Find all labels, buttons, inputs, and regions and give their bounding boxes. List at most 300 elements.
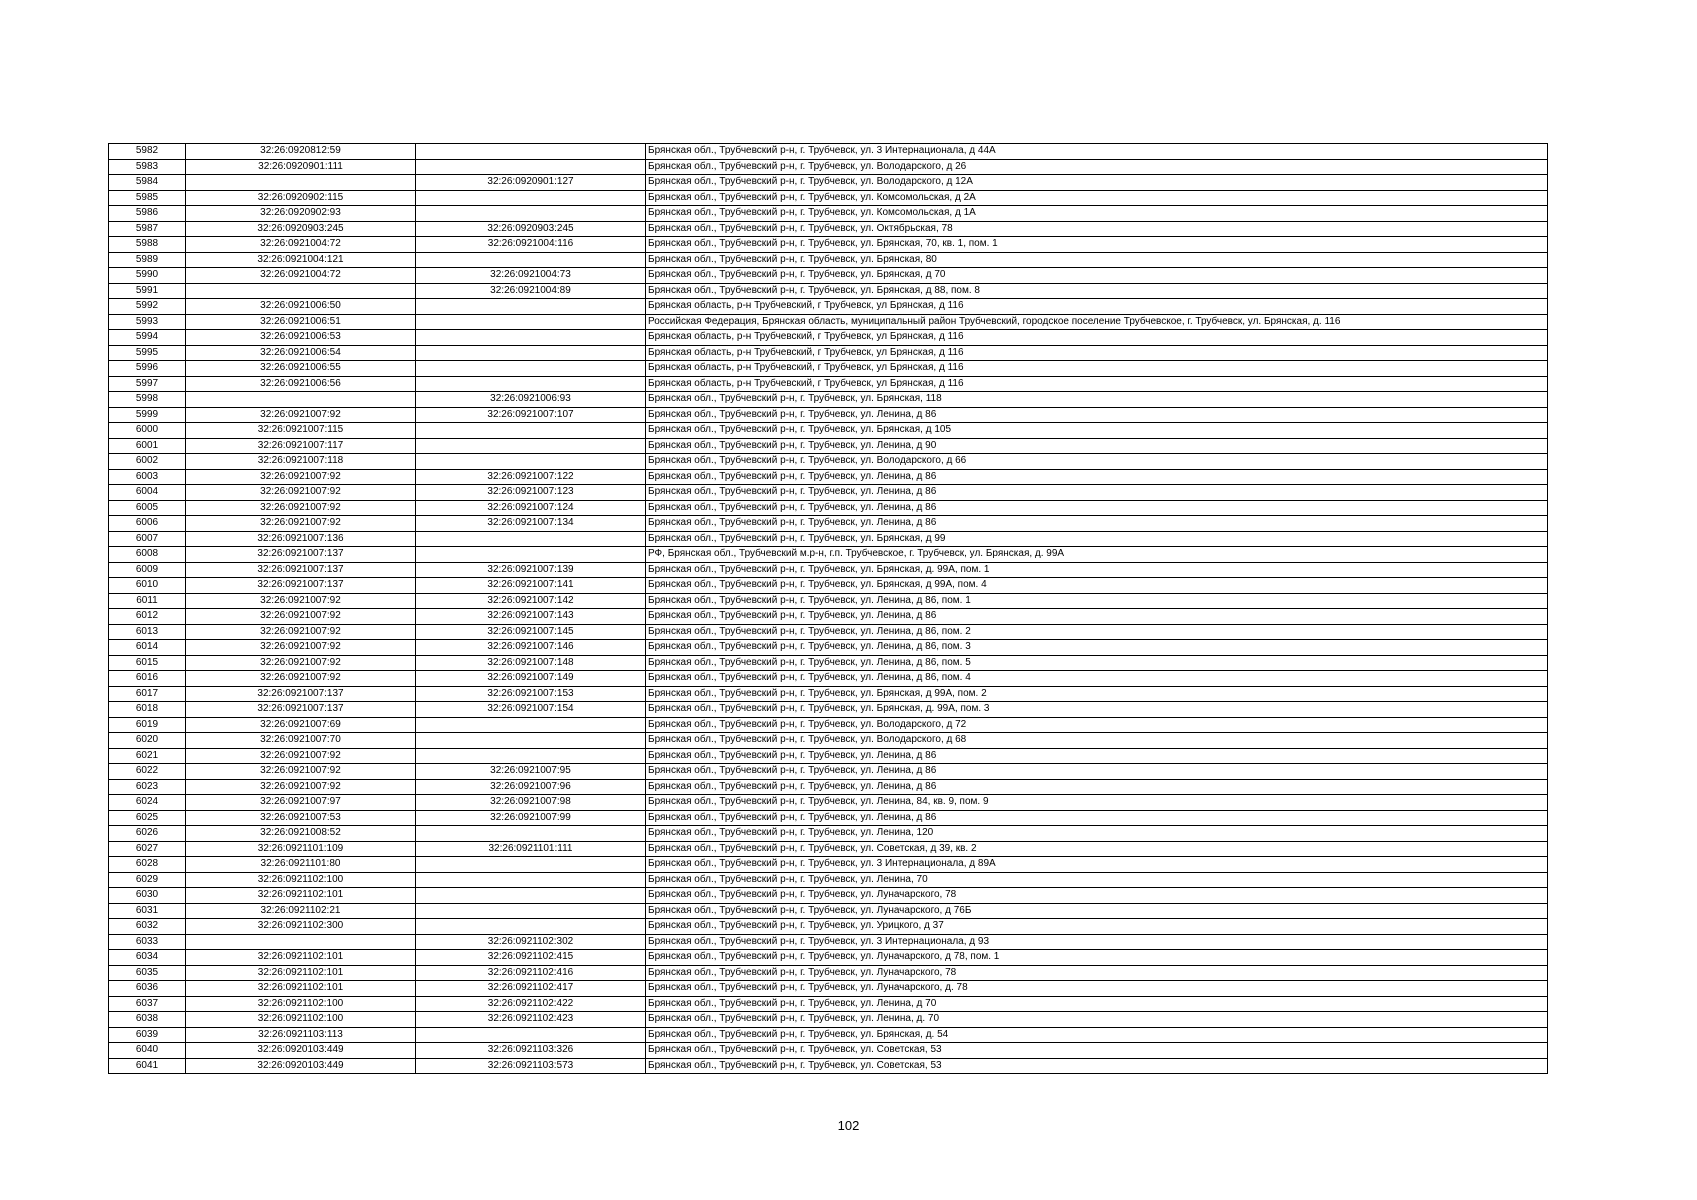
address-cell: Брянская область, р-н Трубчевский, г Трубчевск, ул Брянская, д 116 [646,345,1548,361]
building-cadastral-number-cell: 32:26:0921102:416 [416,965,646,981]
cadastral-number-cell: 32:26:0921101:109 [186,841,416,857]
address-cell: Брянская обл., Трубчевский р-н, г. Трубчевск, ул. Брянская, 80 [646,252,1548,268]
cadastral-number-cell: 32:26:0921102:21 [186,903,416,919]
address-cell: Брянская обл., Трубчевский р-н, г. Трубчевск, ул. Ленина, д 86 [646,779,1548,795]
table-row [109,547,1548,563]
building-cadastral-number-cell: 32:26:0921007:99 [416,810,646,826]
cadastral-number-cell: 32:26:0921007:137 [186,547,416,563]
address-cell: Брянская обл., Трубчевский р-н, г. Трубчевск, ул. Брянская, 118 [646,392,1548,408]
row-number-cell: 6030 [109,888,186,904]
building-cadastral-number-cell: 32:26:0921007:145 [416,624,646,640]
building-cadastral-number-cell: 32:26:0921004:73 [416,268,646,284]
table-row [109,826,1548,842]
row-number-cell: 6033 [109,934,186,950]
address-cell: Брянская обл., Трубчевский р-н, г. Трубчевск, ул. Ленина, д 86, пом. 4 [646,671,1548,687]
address-cell: Брянская обл., Трубчевский р-н, г. Трубчевск, ул. Володарского, д 66 [646,454,1548,470]
row-number-cell: 6002 [109,454,186,470]
table-row [109,934,1548,950]
row-number-cell: 6020 [109,733,186,749]
table-row [109,965,1548,981]
building-cadastral-number-cell: 32:26:0921102:415 [416,950,646,966]
row-number-cell: 6041 [109,1058,186,1074]
address-cell: Брянская обл., Трубчевский р-н, г. Трубчевск, ул. Ленина, 70 [646,872,1548,888]
row-number-cell: 6022 [109,764,186,780]
table-row [109,190,1548,206]
row-number-cell: 6034 [109,950,186,966]
table-row [109,702,1548,718]
cadastral-number-cell: 32:26:0921007:92 [186,500,416,516]
cadastral-number-cell: 32:26:0920103:449 [186,1058,416,1074]
cadastral-number-cell: 32:26:0921004:121 [186,252,416,268]
cadastral-number-cell: 32:26:0921007:92 [186,748,416,764]
building-cadastral-number-cell [416,1027,646,1043]
cadastral-number-cell: 32:26:0921007:92 [186,655,416,671]
address-cell: Брянская обл., Трубчевский р-н, г. Трубчевск, ул. Володарского, д 12А [646,175,1548,191]
table-row [109,500,1548,516]
cadastral-number-cell: 32:26:0921007:97 [186,795,416,811]
table-row [109,376,1548,392]
table-row [109,671,1548,687]
address-cell: Брянская обл., Трубчевский р-н, г. Трубчевск, ул. Ленина, д 86 [646,485,1548,501]
cadastral-number-cell: 32:26:0921102:101 [186,888,416,904]
table-row [109,252,1548,268]
row-number-cell: 6040 [109,1043,186,1059]
cadastral-number-cell [186,283,416,299]
building-cadastral-number-cell: 32:26:0920903:245 [416,221,646,237]
row-number-cell: 5984 [109,175,186,191]
row-number-cell: 5992 [109,299,186,315]
building-cadastral-number-cell [416,717,646,733]
row-number-cell: 6036 [109,981,186,997]
cadastral-number-cell: 32:26:0921007:70 [186,733,416,749]
cadastral-number-cell: 32:26:0920901:111 [186,159,416,175]
table-row [109,237,1548,253]
cadastral-number-cell: 32:26:0921007:92 [186,624,416,640]
address-cell: Брянская обл., Трубчевский р-н, г. Трубчевск, ул. Ленина, д 86 [646,516,1548,532]
page-number: 102 [837,1118,860,1133]
row-number-cell: 6024 [109,795,186,811]
address-cell: Брянская обл., Трубчевский р-н, г. Трубчевск, ул. Брянская, д 99 [646,531,1548,547]
cadastral-number-cell: 32:26:0921007:118 [186,454,416,470]
registry-table [108,143,1548,1074]
address-cell: Брянская обл., Трубчевский р-н, г. Трубчевск, ул. Ленина, д 86 [646,407,1548,423]
row-number-cell: 6029 [109,872,186,888]
table-row [109,888,1548,904]
building-cadastral-number-cell: 32:26:0920901:127 [416,175,646,191]
cadastral-number-cell: 32:26:0921102:101 [186,950,416,966]
building-cadastral-number-cell: 32:26:0921007:124 [416,500,646,516]
table-row [109,655,1548,671]
address-cell: Брянская область, р-н Трубчевский, г Трубчевск, ул Брянская, д 116 [646,376,1548,392]
row-number-cell: 6017 [109,686,186,702]
cadastral-number-cell: 32:26:0921007:137 [186,686,416,702]
address-cell: Брянская обл., Трубчевский р-н, г. Трубчевск, ул. Ленина, д 90 [646,438,1548,454]
building-cadastral-number-cell: 32:26:0921007:96 [416,779,646,795]
table-row [109,423,1548,439]
row-number-cell: 6025 [109,810,186,826]
address-cell: Брянская обл., Трубчевский р-н, г. Трубчевск, ул. Брянская, д. 54 [646,1027,1548,1043]
building-cadastral-number-cell [416,826,646,842]
building-cadastral-number-cell: 32:26:0921102:302 [416,934,646,950]
building-cadastral-number-cell: 32:26:0921007:153 [416,686,646,702]
address-cell: Брянская обл., Трубчевский р-н, г. Трубчевск, ул. Луначарского, д. 78 [646,981,1548,997]
building-cadastral-number-cell [416,733,646,749]
building-cadastral-number-cell [416,314,646,330]
building-cadastral-number-cell [416,872,646,888]
address-cell: Брянская область, р-н Трубчевский, г Трубчевск, ул Брянская, д 116 [646,361,1548,377]
building-cadastral-number-cell: 32:26:0921102:422 [416,996,646,1012]
row-number-cell: 5987 [109,221,186,237]
building-cadastral-number-cell: 32:26:0921007:148 [416,655,646,671]
row-number-cell: 5991 [109,283,186,299]
address-cell: Брянская обл., Трубчевский р-н, г. Трубчевск, ул. Советская, 53 [646,1058,1548,1074]
cadastral-number-cell: 32:26:0921006:51 [186,314,416,330]
address-cell: Брянская обл., Трубчевский р-н, г. Трубчевск, ул. Комсомольская, д 2А [646,190,1548,206]
building-cadastral-number-cell [416,376,646,392]
building-cadastral-number-cell [416,903,646,919]
address-cell: Брянская обл., Трубчевский р-н, г. Трубчевск, ул. Брянская, д 105 [646,423,1548,439]
table-row [109,516,1548,532]
row-number-cell: 5998 [109,392,186,408]
cadastral-number-cell: 32:26:0921007:92 [186,469,416,485]
address-cell: РФ, Брянская обл., Трубчевский м.р-н, г.п. Трубчевское, г. Трубчевск, ул. Брянская, д. 99А [646,547,1548,563]
table-row [109,485,1548,501]
row-number-cell: 5999 [109,407,186,423]
row-number-cell: 6021 [109,748,186,764]
table-row [109,221,1548,237]
row-number-cell: 5988 [109,237,186,253]
table-row [109,1058,1548,1074]
cadastral-number-cell: 32:26:0921007:92 [186,516,416,532]
cadastral-number-cell: 32:26:0921101:80 [186,857,416,873]
building-cadastral-number-cell: 32:26:0921004:116 [416,237,646,253]
cadastral-number-cell: 32:26:0921007:117 [186,438,416,454]
row-number-cell: 6011 [109,593,186,609]
address-cell: Брянская обл., Трубчевский р-н, г. Трубчевск, ул. Ленина, д. 70 [646,1012,1548,1028]
building-cadastral-number-cell [416,547,646,563]
address-cell: Брянская обл., Трубчевский р-н, г. Трубчевск, ул. Ленина, д 86, пом. 2 [646,624,1548,640]
cadastral-number-cell: 32:26:0921006:53 [186,330,416,346]
table-row [109,686,1548,702]
table-row [109,748,1548,764]
row-number-cell: 6037 [109,996,186,1012]
building-cadastral-number-cell [416,190,646,206]
registry-table-body [109,144,1548,1074]
address-cell: Брянская обл., Трубчевский р-н, г. Трубчевск, ул. Володарского, д 26 [646,159,1548,175]
address-cell: Брянская обл., Трубчевский р-н, г. Трубчевск, ул. Ленина, д 86 [646,469,1548,485]
row-number-cell: 6008 [109,547,186,563]
cadastral-number-cell: 32:26:0921007:69 [186,717,416,733]
table-row [109,795,1548,811]
table-row [109,779,1548,795]
address-cell: Брянская область, р-н Трубчевский, г Трубчевск, ул Брянская, д 116 [646,330,1548,346]
row-number-cell: 6023 [109,779,186,795]
table-row [109,283,1548,299]
address-cell: Брянская обл., Трубчевский р-н, г. Трубчевск, ул. 3 Интернационала, д 44А [646,144,1548,160]
cadastral-number-cell: 32:26:0921102:100 [186,1012,416,1028]
table-row [109,562,1548,578]
address-cell: Брянская обл., Трубчевский р-н, г. Трубчевск, ул. Ленина, д 70 [646,996,1548,1012]
address-cell: Брянская обл., Трубчевский р-н, г. Трубчевск, ул. Брянская, д 99А, пом. 4 [646,578,1548,594]
cadastral-number-cell: 32:26:0921007:53 [186,810,416,826]
cadastral-number-cell: 32:26:0921007:115 [186,423,416,439]
address-cell: Брянская обл., Трубчевский р-н, г. Трубчевск, ул. Ленина, д 86 [646,609,1548,625]
cadastral-number-cell: 32:26:0921007:137 [186,562,416,578]
row-number-cell: 5982 [109,144,186,160]
cadastral-number-cell: 32:26:0921102:300 [186,919,416,935]
row-number-cell: 5986 [109,206,186,222]
row-number-cell: 6016 [109,671,186,687]
address-cell: Брянская обл., Трубчевский р-н, г. Трубчевск, ул. Ленина, д 86, пом. 1 [646,593,1548,609]
address-cell: Брянская обл., Трубчевский р-н, г. Трубчевск, ул. Ленина, д 86, пом. 3 [646,640,1548,656]
cadastral-number-cell: 32:26:0921007:92 [186,671,416,687]
table-row [109,1012,1548,1028]
cadastral-number-cell: 32:26:0921007:92 [186,640,416,656]
building-cadastral-number-cell [416,206,646,222]
row-number-cell: 6027 [109,841,186,857]
building-cadastral-number-cell: 32:26:0921103:573 [416,1058,646,1074]
building-cadastral-number-cell [416,438,646,454]
address-cell: Брянская область, р-н Трубчевский, г Трубчевск, ул Брянская, д 116 [646,299,1548,315]
row-number-cell: 6039 [109,1027,186,1043]
table-row [109,407,1548,423]
building-cadastral-number-cell: 32:26:0921006:93 [416,392,646,408]
address-cell: Брянская обл., Трубчевский р-н, г. Трубчевск, ул. Володарского, д 72 [646,717,1548,733]
row-number-cell: 5997 [109,376,186,392]
cadastral-number-cell: 32:26:0921102:101 [186,965,416,981]
row-number-cell: 5996 [109,361,186,377]
row-number-cell: 6013 [109,624,186,640]
table-row [109,981,1548,997]
building-cadastral-number-cell: 32:26:0921007:95 [416,764,646,780]
table-row [109,330,1548,346]
table-row [109,810,1548,826]
table-row [109,919,1548,935]
address-cell: Брянская обл., Трубчевский р-н, г. Трубчевск, ул. Ленина, 84, кв. 9, пом. 9 [646,795,1548,811]
address-cell: Брянская обл., Трубчевский р-н, г. Трубчевск, ул. Брянская, д 99А, пом. 2 [646,686,1548,702]
building-cadastral-number-cell [416,531,646,547]
building-cadastral-number-cell: 32:26:0921101:111 [416,841,646,857]
building-cadastral-number-cell: 32:26:0921004:89 [416,283,646,299]
building-cadastral-number-cell: 32:26:0921007:122 [416,469,646,485]
table-row [109,857,1548,873]
building-cadastral-number-cell: 32:26:0921007:139 [416,562,646,578]
address-cell: Брянская обл., Трубчевский р-н, г. Трубчевск, ул. Брянская, 70, кв. 1, пом. 1 [646,237,1548,253]
table-row [109,454,1548,470]
building-cadastral-number-cell: 32:26:0921007:143 [416,609,646,625]
row-number-cell: 5985 [109,190,186,206]
row-number-cell: 6014 [109,640,186,656]
building-cadastral-number-cell: 32:26:0921103:326 [416,1043,646,1059]
table-row [109,903,1548,919]
row-number-cell: 6015 [109,655,186,671]
row-number-cell: 6028 [109,857,186,873]
cadastral-number-cell: 32:26:0921007:92 [186,764,416,780]
table-row [109,733,1548,749]
address-cell: Брянская обл., Трубчевский р-н, г. Трубчевск, ул. Луначарского, д 76Б [646,903,1548,919]
table-row [109,996,1548,1012]
building-cadastral-number-cell [416,330,646,346]
row-number-cell: 6038 [109,1012,186,1028]
table-row [109,144,1548,160]
table-row [109,175,1548,191]
table-row [109,345,1548,361]
table-row [109,159,1548,175]
cadastral-number-cell: 32:26:0921007:92 [186,609,416,625]
table-row [109,578,1548,594]
building-cadastral-number-cell: 32:26:0921007:149 [416,671,646,687]
table-row [109,1043,1548,1059]
cadastral-number-cell: 32:26:0921004:72 [186,268,416,284]
building-cadastral-number-cell [416,919,646,935]
building-cadastral-number-cell [416,361,646,377]
row-number-cell: 6007 [109,531,186,547]
table-row [109,609,1548,625]
row-number-cell: 6031 [109,903,186,919]
cadastral-number-cell: 32:26:0920903:245 [186,221,416,237]
cadastral-number-cell [186,175,416,191]
table-row [109,531,1548,547]
address-cell: Брянская обл., Трубчевский р-н, г. Трубчевск, ул. Ленина, 120 [646,826,1548,842]
building-cadastral-number-cell [416,888,646,904]
table-row [109,1027,1548,1043]
row-number-cell: 6035 [109,965,186,981]
cadastral-number-cell: 32:26:0921007:92 [186,407,416,423]
address-cell: Брянская обл., Трубчевский р-н, г. Трубчевск, ул. Брянская, д 70 [646,268,1548,284]
table-row [109,299,1548,315]
address-cell: Брянская обл., Трубчевский р-н, г. Трубчевск, ул. Брянская, д 88, пом. 8 [646,283,1548,299]
cadastral-number-cell: 32:26:0920812:59 [186,144,416,160]
table-row [109,624,1548,640]
building-cadastral-number-cell: 32:26:0921007:146 [416,640,646,656]
table-row [109,640,1548,656]
cadastral-number-cell: 32:26:0921007:137 [186,702,416,718]
row-number-cell: 6003 [109,469,186,485]
building-cadastral-number-cell [416,748,646,764]
cadastral-number-cell: 32:26:0921006:55 [186,361,416,377]
address-cell: Брянская обл., Трубчевский р-н, г. Трубчевск, ул. Брянская, д. 99А, пом. 3 [646,702,1548,718]
building-cadastral-number-cell: 32:26:0921102:417 [416,981,646,997]
table-row [109,764,1548,780]
cadastral-number-cell: 32:26:0921007:92 [186,593,416,609]
address-cell: Брянская обл., Трубчевский р-н, г. Трубчевск, ул. Советская, 53 [646,1043,1548,1059]
address-cell: Брянская обл., Трубчевский р-н, г. Трубчевск, ул. Октябрьская, 78 [646,221,1548,237]
building-cadastral-number-cell: 32:26:0921007:134 [416,516,646,532]
building-cadastral-number-cell [416,299,646,315]
address-cell: Российская Федерация, Брянская область, муниципальный район Трубчевский, городское поселение Трубчевское, г. Трубчевск, ул. Брянская, д. 116 [646,314,1548,330]
building-cadastral-number-cell: 32:26:0921007:123 [416,485,646,501]
cadastral-number-cell: 32:26:0921007:92 [186,779,416,795]
building-cadastral-number-cell: 32:26:0921102:423 [416,1012,646,1028]
row-number-cell: 5989 [109,252,186,268]
building-cadastral-number-cell [416,454,646,470]
row-number-cell: 6010 [109,578,186,594]
address-cell: Брянская обл., Трубчевский р-н, г. Трубчевск, ул. Луначарского, 78 [646,888,1548,904]
row-number-cell: 5990 [109,268,186,284]
row-number-cell: 5993 [109,314,186,330]
row-number-cell: 6005 [109,500,186,516]
table-row [109,841,1548,857]
cadastral-number-cell: 32:26:0921007:137 [186,578,416,594]
table-row [109,872,1548,888]
cadastral-number-cell: 32:26:0921008:52 [186,826,416,842]
cadastral-number-cell: 32:26:0920103:449 [186,1043,416,1059]
table-row [109,361,1548,377]
table-row [109,717,1548,733]
row-number-cell: 6026 [109,826,186,842]
row-number-cell: 6018 [109,702,186,718]
address-cell: Брянская обл., Трубчевский р-н, г. Трубчевск, ул. 3 Интернационала, д 93 [646,934,1548,950]
cadastral-number-cell: 32:26:0921006:54 [186,345,416,361]
table-row [109,593,1548,609]
table-row [109,438,1548,454]
table-row [109,469,1548,485]
cadastral-number-cell: 32:26:0920902:115 [186,190,416,206]
row-number-cell: 6000 [109,423,186,439]
address-cell: Брянская обл., Трубчевский р-н, г. Трубчевск, ул. 3 Интернационала, д 89А [646,857,1548,873]
address-cell: Брянская обл., Трубчевский р-н, г. Трубчевск, ул. Брянская, д. 99А, пом. 1 [646,562,1548,578]
table-row [109,268,1548,284]
building-cadastral-number-cell [416,252,646,268]
building-cadastral-number-cell: 32:26:0921007:98 [416,795,646,811]
building-cadastral-number-cell: 32:26:0921007:141 [416,578,646,594]
cadastral-number-cell: 32:26:0921007:136 [186,531,416,547]
row-number-cell: 6001 [109,438,186,454]
cadastral-number-cell: 32:26:0921102:100 [186,996,416,1012]
table-row [109,950,1548,966]
building-cadastral-number-cell: 32:26:0921007:154 [416,702,646,718]
cadastral-number-cell: 32:26:0920902:93 [186,206,416,222]
cadastral-number-cell [186,934,416,950]
address-cell: Брянская обл., Трубчевский р-н, г. Трубчевск, ул. Ленина, д 86, пом. 5 [646,655,1548,671]
table-row [109,206,1548,222]
address-cell: Брянская обл., Трубчевский р-н, г. Трубчевск, ул. Урицкого, д 37 [646,919,1548,935]
row-number-cell: 6004 [109,485,186,501]
building-cadastral-number-cell [416,144,646,160]
row-number-cell: 6032 [109,919,186,935]
address-cell: Брянская обл., Трубчевский р-н, г. Трубчевск, ул. Советская, д 39, кв. 2 [646,841,1548,857]
row-number-cell: 5983 [109,159,186,175]
table-row [109,314,1548,330]
address-cell: Брянская обл., Трубчевский р-н, г. Трубчевск, ул. Володарского, д 68 [646,733,1548,749]
address-cell: Брянская обл., Трубчевский р-н, г. Трубчевск, ул. Ленина, д 86 [646,810,1548,826]
row-number-cell: 6009 [109,562,186,578]
cadastral-number-cell: 32:26:0921006:56 [186,376,416,392]
address-cell: Брянская обл., Трубчевский р-н, г. Трубчевск, ул. Луначарского, д 78, пом. 1 [646,950,1548,966]
building-cadastral-number-cell [416,345,646,361]
row-number-cell: 5994 [109,330,186,346]
building-cadastral-number-cell: 32:26:0921007:142 [416,593,646,609]
address-cell: Брянская обл., Трубчевский р-н, г. Трубчевск, ул. Комсомольская, д 1А [646,206,1548,222]
address-cell: Брянская обл., Трубчевский р-н, г. Трубчевск, ул. Ленина, д 86 [646,764,1548,780]
row-number-cell: 5995 [109,345,186,361]
building-cadastral-number-cell [416,423,646,439]
row-number-cell: 6006 [109,516,186,532]
table-row [109,392,1548,408]
address-cell: Брянская обл., Трубчевский р-н, г. Трубчевск, ул. Ленина, д 86 [646,500,1548,516]
building-cadastral-number-cell [416,857,646,873]
cadastral-number-cell: 32:26:0921102:101 [186,981,416,997]
address-cell: Брянская обл., Трубчевский р-н, г. Трубчевск, ул. Ленина, д 86 [646,748,1548,764]
building-cadastral-number-cell [416,159,646,175]
address-cell: Брянская обл., Трубчевский р-н, г. Трубчевск, ул. Луначарского, 78 [646,965,1548,981]
cadastral-number-cell: 32:26:0921006:50 [186,299,416,315]
cadastral-number-cell: 32:26:0921007:92 [186,485,416,501]
cadastral-number-cell: 32:26:0921004:72 [186,237,416,253]
row-number-cell: 6012 [109,609,186,625]
row-number-cell: 6019 [109,717,186,733]
cadastral-number-cell [186,392,416,408]
